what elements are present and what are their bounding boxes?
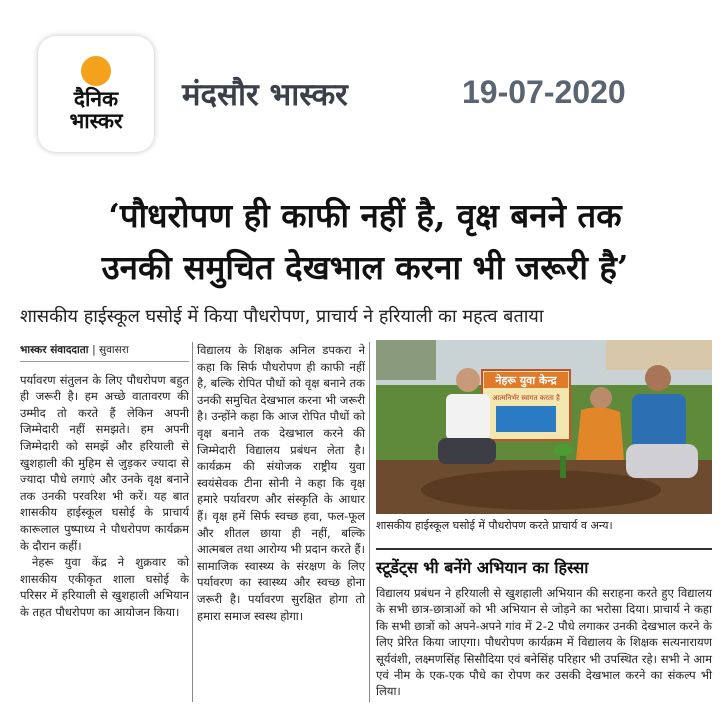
- column-divider: [369, 342, 370, 702]
- column-divider: [192, 342, 193, 702]
- col1-para2: नेहरू युवा केंद्र ने शुक्रवार को शासकीय एकीकृत शाला घसोई के परिसर में हरियाली से खुशहाली अभियान के तहत पौधरोपण का आयोजन किया।: [20, 555, 189, 619]
- logo-line1: दैनिक: [73, 86, 119, 111]
- logo-line2: भास्कर: [69, 108, 123, 133]
- col1-para1: पर्यावरण संतुलन के लिए पौधरोपण बहुत ही जरूरी है। हम अच्छे वातावरण की उम्मीद तो करते हैं लेकिन अपनी जिम्मेदारी नहीं समझते। हम अपनी जिम्मेदारी को समझें और हरियाली से खुशहाली की मुहिम से जुड़कर ज्यादा से ज्यादा पौधे लगाएं और उनके वृक्ष बनाने तक उनकी परवरिश भी करें। यह बात शासकीय हाईस्कूल घसोई के प्राचार्य कारूलाल पुष्पाध्य ने पौधरोपण कार्यक्रम के दौरान कहीं।: [20, 372, 189, 553]
- article-column-2: [197, 342, 365, 624]
- byline-agency: भास्कर संवाददाता: [20, 344, 89, 356]
- byline: [20, 342, 189, 362]
- headline-line1: ‘पौधरोपण ही काफी नहीं है, वृक्ष बनने तक: [108, 196, 622, 235]
- masthead-city: मंदसौर भास्कर: [182, 77, 348, 113]
- col2-text: विद्यालय के शिक्षक अनिल डपकरा ने कहा कि सिर्फ पौधरोपण ही काफी नहीं है, बल्कि रोपित पौधों को वृक्ष बनाने तक उनकी समुचित देखभाल करना भी जरूरी है। उन्होंने कहा कि आज रोपित पौधों को वृक्ष बनाने तक देखभाल करने की जिम्मेदारी विद्यालय प्रबंधन लेता है। कार्यक्रम की संयोजक राष्ट्रीय युवा स्वयंसेवक टीना सोनी ने कहा कि वृक्ष हमारे पर्यावरण और संस्कृति के आधार हैं। वृक्ष हमें सिर्फ स्वच्छ हवा, फल-फूल और शीतल छाया ही नहीं, बल्कि आत्मबल तथा आरोग्य भी प्रदान करते हैं। सामाजिक स्वास्थ्य के संरक्षण के लिए पर्यावरण का स्वास्थ्य और स्वच्छ होना जरूरी है। पर्यावरण सुरक्षित होगा तो हमारा समाज स्वस्थ होगा।: [197, 343, 366, 623]
- photo-caption: शासकीय हाईस्कूल घसोई में पौधरोपण करते प्राचार्य व अन्य।: [376, 519, 613, 532]
- plantation-photo: [376, 340, 712, 514]
- section-text: विद्यालय प्रबंधन ने हरियाली से खुशहाली अभियान की सराहना करते हुए विद्यालय के सभी छात्र-छात्राओं को भी अभियान से जोड़ने का भरोसा दिया। प्राचार्य ने कहा कि सभी छात्रों को अपने-अपने गांव में 2-2 पौधे लगाकर उनकी देखभाल करने के लिए प्रेरित किया जाएगा। पौधरोपण कार्यक्रम में विद्यालय के शिक्षक सत्यनारायण सूर्यवंशी, लक्ष्मणसिंह सिसौदिया एवं बनेसिंह परिहार भी उपस्थित रहे। सभी ने आम एवं नीम के एक-एक पौधे का रोपण कर उसकी देखभाल करने का संकल्प भी लिया।: [376, 586, 712, 699]
- plantation-photo-illustration: [376, 340, 712, 514]
- sun-icon: [81, 56, 111, 86]
- banner-subtitle: आत्मनिर्भर स्वागत करता है: [492, 394, 560, 402]
- byline-place: | सुवासरा: [92, 344, 129, 356]
- headline-line2: उनकी समुचित देखभाल करना भी जरूरी है’: [101, 248, 629, 287]
- banner-title: नेहरू युवा केन्द्र: [495, 374, 557, 387]
- dainik-bhaskar-logo: [38, 36, 154, 152]
- subheadline: शासकीय हाईस्कूल घसोई में किया पौधरोपण, प्राचार्य ने हरियाली का महत्व बताया: [20, 306, 544, 327]
- headline: [20, 190, 710, 294]
- section-heading: स्टूडेंट्स भी बनेंगे अभियान का हिस्सा: [376, 548, 712, 578]
- masthead-date: 19-07-2020: [462, 74, 626, 110]
- article-column-1: [20, 342, 189, 621]
